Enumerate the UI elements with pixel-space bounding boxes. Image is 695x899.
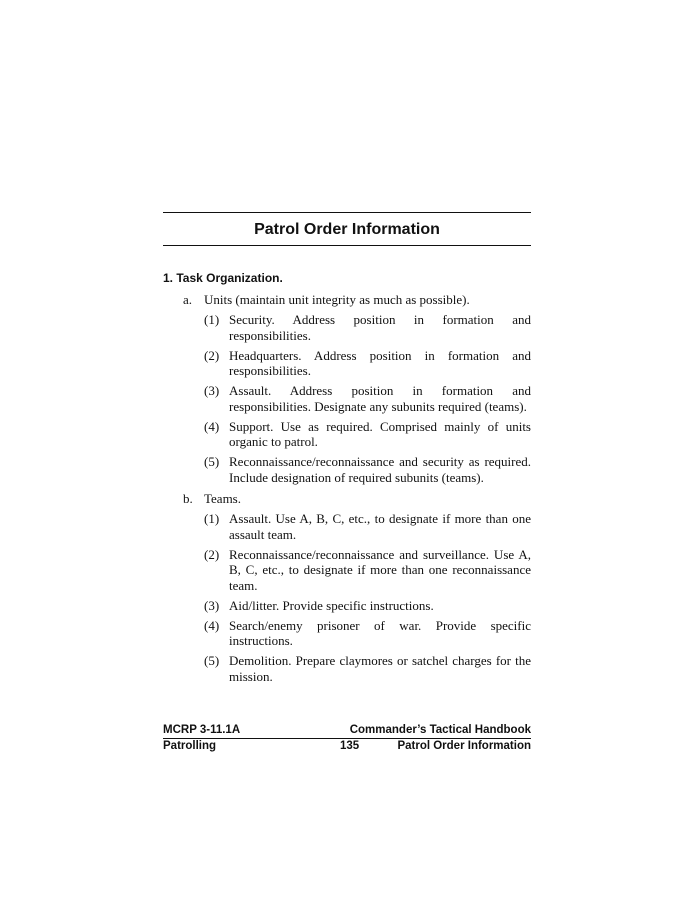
- sub-list-marker: (5): [204, 653, 220, 668]
- sub-list-item: [163, 511, 531, 542]
- document-page: [163, 212, 531, 684]
- page-title: Patrol Order Information: [254, 221, 440, 238]
- list-marker: a.: [183, 292, 193, 307]
- list-item-text: Teams.: [204, 491, 241, 506]
- section-heading: 1. Task Organization.: [163, 271, 283, 285]
- sub-list-item-text: Reconnaissance/reconnaissance and surveillance. Use A, B, C, etc., to designate if more than one reconnaissance team.: [229, 546, 531, 593]
- list-marker: b.: [183, 491, 193, 506]
- sub-list-item: [163, 547, 531, 594]
- footer-row-top: [163, 723, 531, 738]
- sub-list-marker: (4): [204, 617, 220, 633]
- sub-list-marker: (3): [204, 597, 220, 613]
- sub-list-item-text: Search/enemy prisoner of war. Provide specific instructions.: [229, 617, 531, 648]
- sub-list-marker: (1): [204, 312, 220, 327]
- sub-list-marker: (1): [204, 511, 220, 526]
- sub-list-item-text: Reconnaissance/reconnaissance and security as required. Include designation of required subunits (teams).: [229, 454, 531, 485]
- sub-list-item-text: Support. Use as required. Comprised mainly of units organic to patrol.: [229, 418, 531, 449]
- page-footer: [163, 723, 531, 754]
- sub-list-item-text: Aid/litter. Provide specific instructions.: [229, 597, 434, 613]
- sub-list-item-text: Demolition. Prepare claymores or satchel charges for the mission.: [229, 653, 531, 684]
- sub-list-item: [163, 653, 531, 684]
- sub-list-item: [163, 618, 531, 649]
- item-list: [163, 292, 531, 684]
- list-item: [163, 491, 531, 507]
- sub-list-marker: (4): [204, 418, 220, 434]
- sub-list-item: [163, 383, 531, 414]
- sub-list-marker: (3): [204, 383, 220, 398]
- footer-handbook: Commander’s Tactical Handbook: [349, 724, 531, 736]
- sub-list-item: [163, 348, 531, 379]
- sub-list-marker: (5): [204, 454, 220, 469]
- footer-page-number: 135: [340, 740, 360, 752]
- sub-list-item-text: Headquarters. Address position in formation and responsibilities.: [229, 347, 531, 378]
- footer-row-bottom: [163, 739, 531, 754]
- sub-list-item: [163, 419, 531, 450]
- sub-list-item: [163, 598, 531, 614]
- footer-chapter: Patrolling: [163, 740, 217, 752]
- sub-list-item-text: Assault. Use A, B, C, etc., to designate if more than one assault team.: [229, 511, 531, 542]
- footer-section-title: Patrol Order Information: [397, 740, 531, 752]
- sub-list-item: [163, 454, 531, 485]
- list-item: [163, 292, 531, 308]
- sub-list-item: [163, 312, 531, 343]
- sub-list-marker: (2): [204, 347, 220, 363]
- sub-list-item-text: Assault. Address position in formation and responsibilities. Designate any subunits required (teams).: [229, 383, 531, 414]
- list-item-text: Units (maintain unit integrity as much as possible).: [204, 292, 470, 307]
- sub-list-item-text: Security. Address position in formation and responsibilities.: [229, 312, 531, 343]
- footer-publication: MCRP 3-11.1A: [163, 724, 241, 736]
- sub-list-marker: (2): [204, 546, 220, 562]
- title-bottom-rule: [163, 245, 531, 246]
